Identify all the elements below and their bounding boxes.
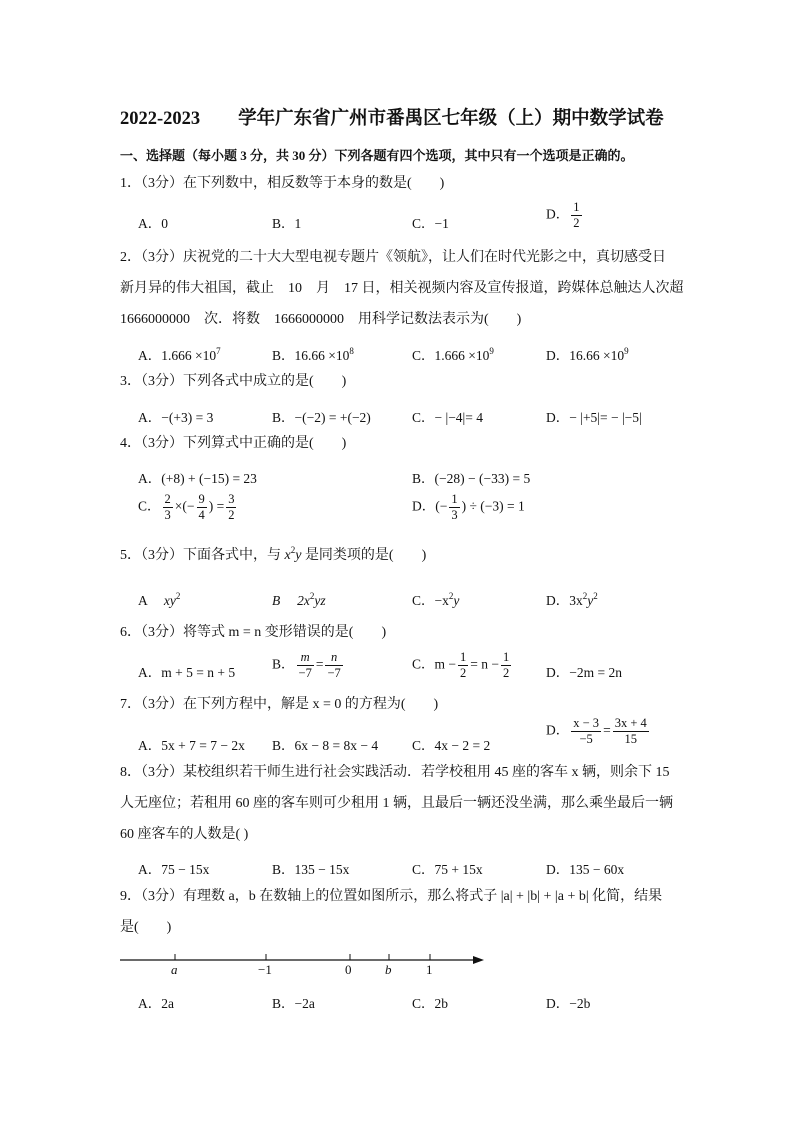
fraction: $\frac{2}{3}$	[164, 492, 171, 522]
q6-option-d: D．−2m = 2n	[546, 665, 622, 680]
page-title	[120, 104, 680, 130]
title-text: 学年广东省广州市番禺区七年级（上）期中数学试卷	[238, 109, 664, 129]
fraction: $\frac{n}{-7}$	[327, 650, 341, 680]
question-2-line-3: 1666000000 次．将数 1666000000 用科学记数法表示为( )	[120, 312, 522, 327]
q1-option-b: B．1	[272, 216, 302, 231]
q7-option-a: A．5x + 7 = 7 − 2x	[138, 738, 245, 753]
q3-option-c: C．− |−4|= 4	[412, 410, 484, 425]
question-8-line-3: 60 座客车的人数是( )	[120, 827, 249, 842]
title-year: 2022-2023	[120, 109, 201, 129]
q2-option-a: A．$1.666 \times 10^7$	[138, 346, 221, 363]
q6-option-c: C．m − $\frac{1}{2}$ = n − $\frac{1}{2}$	[412, 650, 510, 680]
q9-option-b: B．−2a	[272, 996, 315, 1011]
question-1-stem: 1．（3分）在下列数中，相反数等于本身的数是( )	[120, 176, 445, 191]
question-6-stem: 6．（3分）将等式 m = n 变形错误的是( )	[120, 625, 387, 640]
q4-option-b: B．(−28) − (−33) = 5	[412, 471, 531, 486]
q3-option-a: A．−(+3) = 3	[138, 410, 214, 425]
q5-option-a: A $xy^2$	[138, 591, 181, 608]
fraction: $\frac{9}{4}$	[198, 492, 205, 522]
q1-option-d	[546, 200, 584, 231]
question-5-stem: 5．（3分）下面各式中，与 $x^2y$ 是同类项的是( )	[120, 545, 427, 563]
q4-option-d: D．(− $\frac{1}{3}$ ) ÷ (−3) = 1	[412, 492, 525, 522]
q7-option-d: D． $\frac{x - 3}{-5}$ = $\frac{3x + 4}{15}$	[546, 716, 647, 746]
fraction: $\frac{x - 3}{-5}$	[573, 716, 600, 746]
question-2-line-1: 2．（3分）庆祝党的二十大大型电视专题片《领航》，让人们在时代光影之中，真切感受日	[120, 250, 666, 265]
q3-option-b: B．−(−2) = +(−2)	[272, 410, 371, 425]
q8-option-a: A．75 − 15x	[138, 862, 210, 877]
fraction: $\frac{1}{2}$	[460, 650, 467, 680]
q2-option-d: D．$16.66 \times 10^9$	[546, 346, 629, 363]
section-heading: 一、选择题（每小题 3 分，共 30 分）下列各题有四个选项，其中只有一个选项是正确的。	[120, 148, 634, 163]
q5-option-b: B $2x^2yz$	[272, 591, 326, 608]
fraction: $\frac{1}{3}$	[451, 492, 458, 522]
q2-option-c: C．$1.666 \times 10^9$	[412, 346, 494, 363]
q5-option-c: C．$-x^2y$	[412, 591, 460, 608]
q1-option-d-label: D．	[546, 206, 570, 222]
q1-option-a: A．0	[138, 216, 168, 231]
q5-option-d: D．$3x^2y^2$	[546, 591, 598, 608]
q8-option-b: B．135 − 15x	[272, 862, 350, 877]
fraction: $\frac{1}{2}$	[573, 200, 580, 230]
q7-option-b: B．6x − 8 = 8x − 4	[272, 738, 379, 753]
q1-option-c: C．−1	[412, 216, 449, 231]
number-line	[118, 942, 488, 982]
question-9-line-2: 是( )	[120, 920, 172, 935]
q6-option-b: B． $\frac{m}{-7}$ = $\frac{n}{-7}$	[272, 650, 341, 680]
question-2-line-2: 新月异的伟大祖国，截止 10 月 17 日，相关视频内容及宣传报道，跨媒体总触达人次超	[120, 281, 684, 296]
q9-option-c: C．2b	[412, 996, 449, 1011]
q8-option-d: D．135 − 60x	[546, 862, 625, 877]
question-4-stem: 4．（3分）下列算式中正确的是( )	[120, 436, 347, 451]
fraction: $\frac{m}{-7}$	[298, 650, 312, 680]
q3-option-d: D．− |+5|= − |−5|	[546, 410, 642, 425]
q4-option-a: A．(+8) + (−15) = 23	[138, 471, 257, 486]
q8-option-c: C．75 + 15x	[412, 862, 483, 877]
q9-option-a: A．2a	[138, 996, 174, 1011]
axis-label-neg-one: −1	[258, 962, 272, 977]
q9-option-d: D．−2b	[546, 996, 591, 1011]
arrow-icon	[473, 956, 484, 964]
question-9-line-1: 9．（3分）有理数 a，b 在数轴上的位置如图所示，那么将式子 |a| + |b| + |a + b| 化简，结果	[120, 889, 663, 904]
axis-label-one: 1	[426, 962, 433, 977]
fraction: $\frac{1}{2}$	[502, 650, 510, 680]
q2-option-b: B．$16.66 \times 10^8$	[272, 346, 354, 363]
question-8-line-2: 人无座位；若租用 60 座的客车则可少租用 1 辆，且最后一辆还没坐满，那么乘坐最后一辆	[120, 796, 673, 811]
axis-label-a: a	[171, 962, 178, 977]
fraction: $\frac{3x + 4}{15}$	[614, 716, 647, 746]
axis-label-b: b	[385, 962, 392, 977]
q6-option-a: A．m + 5 = n + 5	[138, 665, 236, 680]
question-3-stem: 3．（3分）下列各式中成立的是( )	[120, 374, 347, 389]
axis-label-zero: 0	[345, 962, 352, 977]
q7-option-c: C．4x − 2 = 2	[412, 738, 491, 753]
question-7-stem: 7．（3分）在下列方程中，解是 x = 0 的方程为( )	[120, 697, 439, 712]
question-8-line-1: 8．（3分）某校组织若干师生进行社会实践活动．若学校租用 45 座的客车 x 辆，则余下 15	[120, 765, 670, 780]
q4-option-c: C． $\frac{2}{3}$ ×(− $\frac{9}{4}$ ) = $\frac{3}{2}$	[138, 492, 235, 522]
fraction: $\frac{3}{2}$	[228, 492, 235, 522]
